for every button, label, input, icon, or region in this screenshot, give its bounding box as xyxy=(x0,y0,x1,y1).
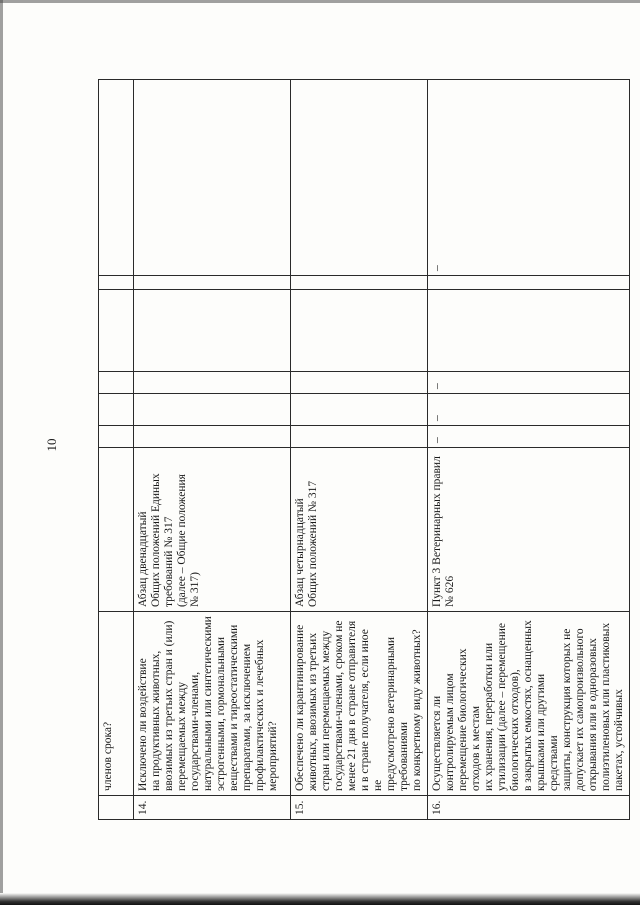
cell-question: Обеспечено ли карантинирование животных, ввозимых из третьих стран или перемещаемых между государствами-членами, сроком не менее 21 дня в стране отправителя и в стране получателя, если иное не предусмотрено ветеринарными требованиями по конкретному виду животных? xyxy=(291,612,428,796)
cell-answer-na: – xyxy=(428,372,630,394)
checklist-table xyxy=(98,79,630,820)
cell-answer-yes: – xyxy=(428,426,630,448)
cell-answer-no xyxy=(134,394,291,426)
cell-note: – xyxy=(428,80,630,276)
cell-answer-no xyxy=(291,394,428,426)
cell-answer-na xyxy=(134,372,291,394)
cell-reference: Абзац двенадцатый Общих положений Единых требований № 317 (далее – Общие положения № 317) xyxy=(134,448,291,612)
cell-reference: Пункт 3 Ветеринарных правил № 626 xyxy=(428,448,630,612)
page-number: 10 xyxy=(44,438,59,452)
scan-left-edge xyxy=(0,0,3,905)
cell-reference xyxy=(99,448,134,612)
cell-reference: Абзац четырнадцатый Общих положений № 317 xyxy=(291,448,428,612)
cell-narrow xyxy=(134,276,291,290)
cell-num xyxy=(99,796,134,820)
cell-answer-extra xyxy=(291,290,428,372)
cell-answer-yes xyxy=(291,426,428,448)
cell-note xyxy=(291,80,428,276)
table-row-14 xyxy=(134,80,291,820)
cell-question: Осуществляется ли контролируемым лицом перемещение биологических отходов к местам их хранения, переработки или утилизации (далее – перемещение биологических отходов), в закрытых емкостях, оснащенных крышками или другими средствами защиты, конструкция которых не допускает их самопроизвольного открывания или в одноразовых полиэтиленовых или пластиковых пакетах, устойчивых xyxy=(428,612,630,796)
table-row-continuation xyxy=(99,80,134,820)
cell-answer-na xyxy=(291,372,428,394)
table-row-16 xyxy=(428,80,630,820)
cell-narrow xyxy=(428,276,630,290)
scan-bottom-edge xyxy=(0,893,640,905)
scan-top-edge xyxy=(0,0,640,3)
table-row-15 xyxy=(291,80,428,820)
cell-num: 14. xyxy=(134,796,291,820)
cell-num: 16. xyxy=(428,796,630,820)
cell-answer-no: – xyxy=(428,394,630,426)
cell-answer-extra xyxy=(428,290,630,372)
cell-num: 15. xyxy=(291,796,428,820)
cell-note xyxy=(134,80,291,276)
rotated-page-content xyxy=(98,80,625,820)
cell-question: членов срока? xyxy=(99,612,134,796)
cell-narrow xyxy=(291,276,428,290)
cell-question: Исключено ли воздействие на продуктивных животных, ввозимых из третьих стран и (или) перемещаемых между государствами-членами, натуральными или синтетическими эстрогенными, гормональными веществами и тиреостатическими препаратами, за исключением профилактических и лечебных мероприятий? xyxy=(134,612,291,796)
cell-answer-yes xyxy=(134,426,291,448)
cell-answer-extra xyxy=(134,290,291,372)
